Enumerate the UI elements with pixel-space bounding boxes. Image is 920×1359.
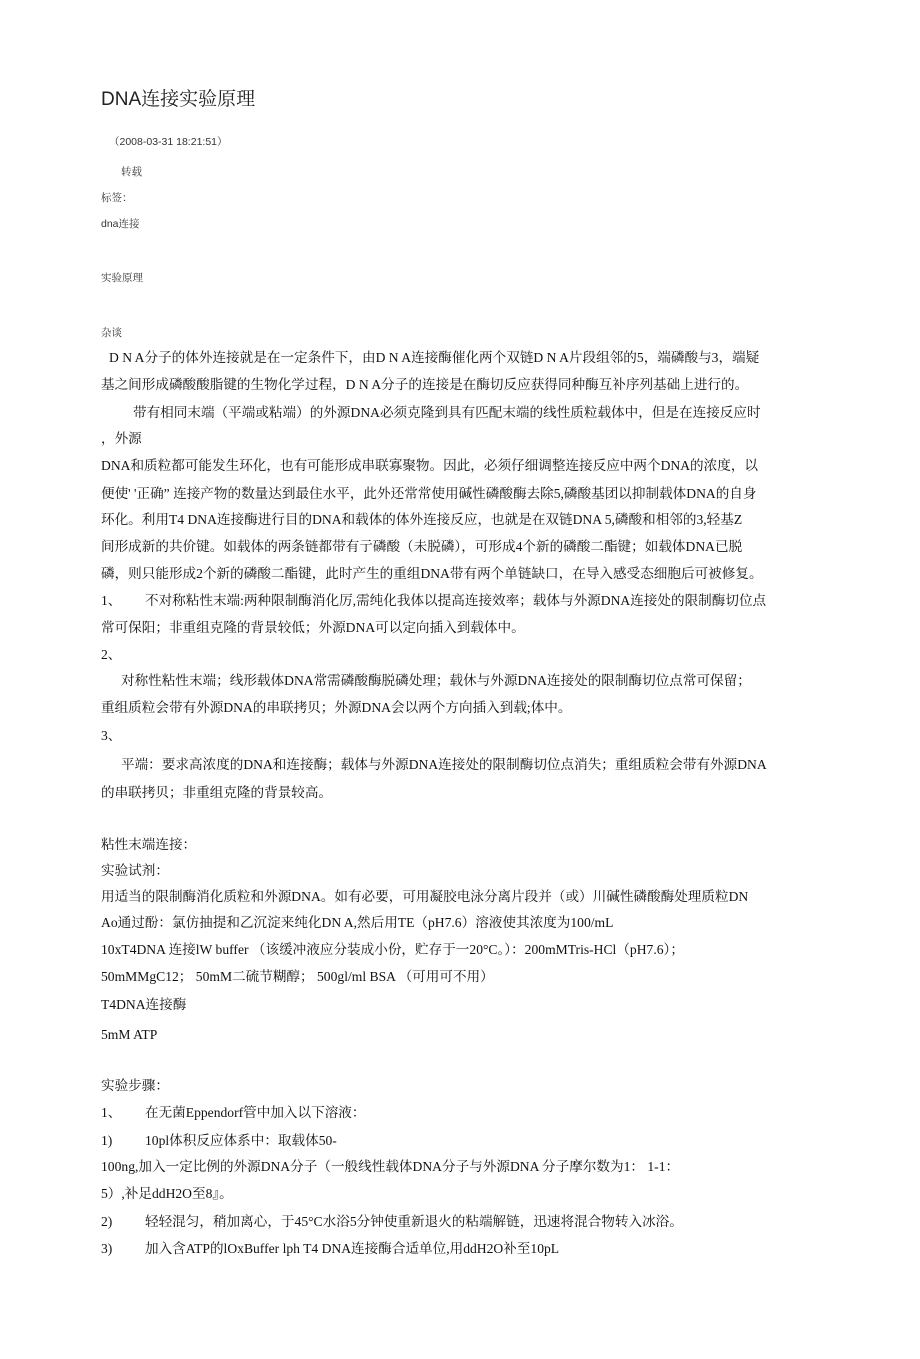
step-3-text: 加入含ATP的lOxBuffer lph T4 DNA连接酶合适单位,用ddH2O补至10pL [145, 1241, 560, 1256]
intro-p2-line3: DNA和质粒都可能发生环化，也有可能形成串联寡聚物。因此，必须仔细调整连接反应中两个DNA的浓度，以 [101, 458, 759, 473]
end-type-1-number: 1、 [101, 593, 122, 608]
reagent-line-4: 50mMMgC12； 50mM二硫节糊醇； 500gl/ml BSA （可用可不用） [101, 969, 494, 984]
page-title: DNA连接实验原理 [101, 89, 256, 110]
tag-link[interactable]: dna连接 [101, 218, 140, 230]
intro-p2-line5: 环化。利用T4 DNA连接酶进行目的DNA和载体的体外连接反应，也就是在双链DNA 5,磷酸和相邻的3,轻基Z [101, 512, 743, 527]
step-1a-line3: 5）,补足ddH2O至8』。 [101, 1186, 233, 1201]
step-1-number: 1、 [101, 1105, 122, 1120]
tags-label: 标签： [101, 192, 133, 204]
step-2-text: 轻轻混匀，稍加离心，于45°C水浴5分钟使重新退火的粘端解链，迅速将混合物转入冰浴。 [145, 1214, 683, 1229]
intro-p2-line4: 便使' '正确” 连接产物的数量达到最住水平，此外还常常使用碱性磷酸酶去除5,磷酸基团以抑制载体DNA的自身 [101, 486, 757, 501]
repost-label: 转载 [121, 166, 142, 178]
end-type-2-line2: 重组质粒会带有外源DNA的串联拷贝；外源DNA会以两个方向插入到载;体中。 [101, 700, 572, 715]
step-1a-line2: 100ng,加入一定比例的外源DNA分子（一般线性载体DNA分子与外源DNA 分子摩尔数为1： 1-1： [101, 1159, 680, 1174]
sticky-ligation-heading: 粘性末端连接： [101, 837, 197, 852]
step-2-number: 2) [101, 1214, 113, 1229]
step-1a-line1: 10pl体积反应体系中：取载体50- [145, 1133, 337, 1148]
reagent-line-1: 用适当的限制酶消化质粒和外源DNA。如有必要，可用凝胶电泳分离片段并（或）川碱性磷酸酶处理质粒DN [101, 889, 749, 904]
intro-p1-line1: D N A分子的体外连接就是在一定条件下，由D N A连接酶催化两个双链D N A片段组邻的5，端磷酸与3，端疑 [109, 350, 760, 365]
reagent-line-2: Ao通过酚：氯仿抽提和乙沉淀来纯化DN A,然后用TE（pH7.6）溶液使其浓度为100/mL [101, 915, 614, 930]
intro-p2-line6: 间形成新的共价键。如载体的两条链都带有亍磷酸（未脱磷），可形成4个新的磷酸二酯键；如载体DNA已脱 [101, 539, 743, 554]
intro-p2-line1: 带有相同末端（平端或粘端）的外源DNA必须克隆到具有匹配末端的线性质粒载体中，但是在连接反应时 [133, 405, 761, 420]
step-3-number: 3) [101, 1241, 113, 1256]
steps-heading: 实验步骤： [101, 1078, 169, 1093]
intro-p2-line2: ，外源 [101, 431, 142, 446]
end-type-3-number: 3、 [101, 728, 122, 743]
end-type-1-line2: 常可保阳；非重组克隆的背景较低；外源DNA可以定向插入到载体中。 [101, 620, 525, 635]
reagent-line-5: T4DNA连接酶 [101, 997, 187, 1012]
end-type-2-line1: 对称性粘性末端；线形载体DNA常需磷酸酶脱磷处理；载休与外源DNA连接处的限制酶切位点常可保留； [121, 673, 751, 688]
end-type-2-number: 2、 [101, 647, 122, 662]
section-label: 杂谈 [101, 327, 122, 339]
end-type-3-line2: 的串联拷贝；非重组克隆的背景较高。 [101, 785, 333, 800]
reagent-line-6: 5mM ATP [101, 1027, 158, 1042]
reagents-heading: 实验试剂： [101, 863, 169, 878]
category-link[interactable]: 实验原理 [101, 272, 143, 284]
intro-p2-line7: 磷，则只能形成2个新的磷酸二酯键，此时产生的重组DNA带有两个单链缺口，在导入感受态细胞后可被修复。 [101, 566, 763, 581]
reagent-line-3: 10xT4DNA 连接lW buffer （该缓冲液应分装成小份，贮存于一20°C。）：200mMTris-HCl（pH7.6）； [101, 942, 684, 957]
end-type-3-line1: 平端：要求高浓度的DNA和连接酶；载体与外源DNA连接处的限制酶切位点消失；重组质粒会带有外源DNA [121, 757, 767, 772]
step-1a-number: 1) [101, 1133, 113, 1148]
intro-p1-line2: 基之间形成磷酸酸脂键的生物化学过程，D N A分子的连接是在酶切反应获得同种酶互补序列基础上进行的。 [101, 377, 749, 392]
post-datetime: （2008-03-31 18:21:51） [109, 136, 228, 148]
end-type-1-line1: 不对称粘性末端:两种限制酶消化厉,需纯化我体以提高连接效率；载体与外源DNA连接处的限制酶切位点 [145, 593, 767, 608]
step-1-text: 在无菌Eppendorf管中加入以下溶液： [145, 1105, 366, 1120]
